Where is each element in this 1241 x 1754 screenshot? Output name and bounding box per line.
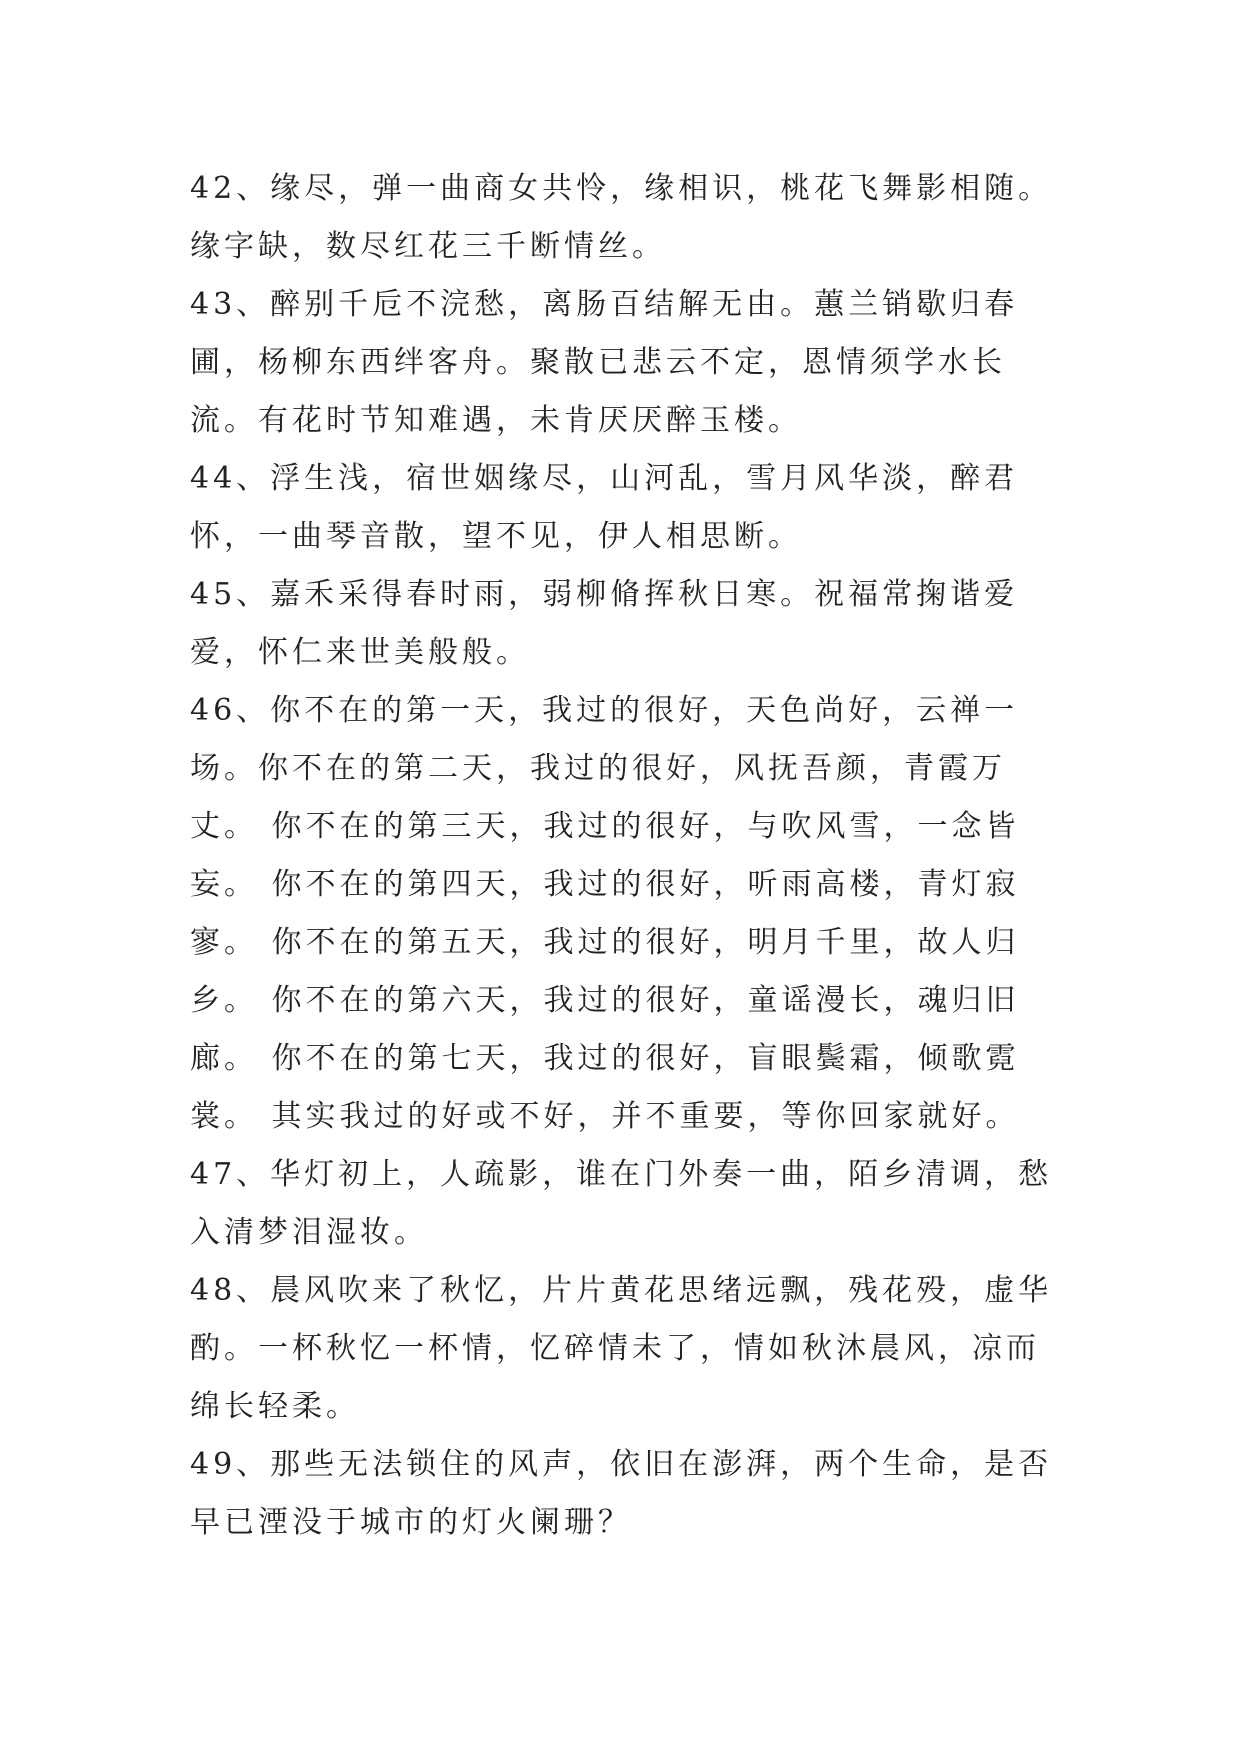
entry-42: 42、缘尽，弹一曲商女共怜，缘相识，桃花飞舞影相随。缘字缺，数尽红花三千断情丝。 <box>190 171 1053 264</box>
document-body <box>190 160 1070 1552</box>
entry-44: 44、浮生浅，宿世姻缘尽，山河乱，雪月风华淡，醉君怀，一曲琴音散，望不见，伊人相思断。 <box>190 461 1019 554</box>
entry-45: 45、嘉禾采得春时雨，弱柳脩挥秋日寒。祝福常掬谐爱爱，怀仁来世美般般。 <box>190 577 1019 670</box>
entry-46: 46、你不在的第一天，我过的很好，天色尚好，云禅一场。你不在的第二天，我过的很好，风抚吾颜，青霞万丈。 你不在的第三天，我过的很好，与吹风雪，一念皆妄。 你不在的第四天，我过的很好，听雨高楼，青灯寂寥。 你不在的第五天，我过的很好，明月千里，故人归乡。 你不在的第六天，我过的很好，童谣漫长，魂归旧廊。 你不在的第七天，我过的很好，盲眼鬓霜，倾歌霓裳。 其实我过的好或不好，并不重要，等你回家就好。 <box>190 693 1020 1134</box>
entry-49: 49、那些无法锁住的风声，依旧在澎湃，两个生命，是否早已湮没于城市的灯火阑珊？ <box>190 1447 1053 1540</box>
entry-48: 48、晨风吹来了秋忆，片片黄花思绪远飘，残花殁，虚华酌。一杯秋忆一杯情，忆碎情未了，情如秋沐晨风，凉而绵长轻柔。 <box>190 1273 1053 1424</box>
entry-43: 43、醉别千卮不浣愁，离肠百结解无由。蕙兰销歇归春圃，杨柳东西绊客舟。聚散已悲云不定，恩情须学水长流。有花时节知难遇，未肯厌厌醉玉楼。 <box>190 287 1019 438</box>
entry-47: 47、华灯初上，人疏影，谁在门外奏一曲，陌乡清调，愁入清梦泪湿妆。 <box>190 1157 1053 1250</box>
